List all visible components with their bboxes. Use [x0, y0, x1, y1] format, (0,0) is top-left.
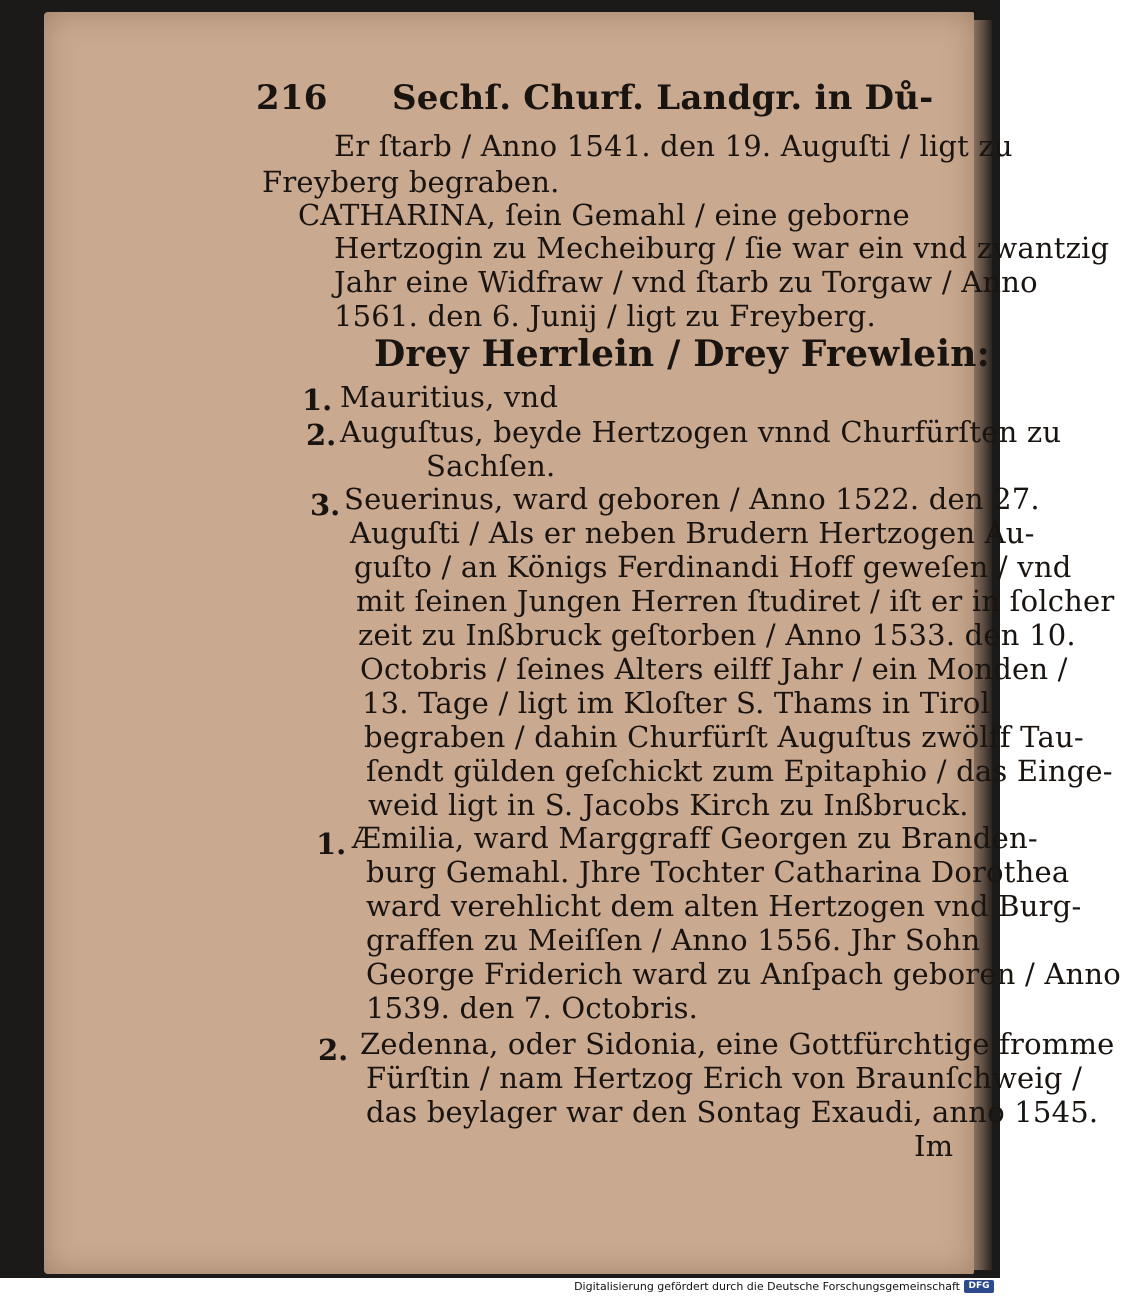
catchword: Im — [914, 1129, 954, 1163]
list-number: 2. — [306, 418, 337, 452]
list-item-text: George Friderich ward zu Anſpach geboren / Anno — [366, 957, 1121, 991]
list-number: 1. — [316, 827, 347, 861]
section-heading: Drey Herrlein / Drey Frewlein: — [374, 333, 991, 375]
list-item-text: Æmilia, ward Marggraff Georgen zu Branden- — [352, 821, 1038, 855]
list-item-text: begraben / dahin Churfürſt Auguſtus zwölff Tau- — [364, 720, 1084, 754]
list-item-text: ſendt gülden geſchickt zum Epitaphio / das Einge- — [366, 754, 1113, 788]
text-line: 1561. den 6. Junij / ligt zu Freyberg. — [334, 299, 876, 333]
text-line: CATHARINA, ſein Gemahl / eine geborne — [298, 198, 910, 232]
text-line: Hertzogin zu Mecheiburg / ſie war ein vnd zwantzig — [334, 231, 1110, 265]
footer-credit: Digitalisierung gefördert durch die Deutsche Forschungsgemeinschaft — [574, 1280, 960, 1293]
text-line: Er ſtarb / Anno 1541. den 19. Auguſti / ligt zu — [334, 129, 1013, 163]
list-item-text: Fürſtin / nam Hertzog Erich von Braunſchweig / — [366, 1061, 1083, 1095]
list-item-text: graffen zu Meiſſen / Anno 1556. Jhr Sohn — [366, 923, 981, 957]
footer-bar — [0, 1278, 1000, 1296]
list-item-text: Auguſtus, beyde Hertzogen vnnd Churfürſten zu — [340, 415, 1062, 449]
list-item-text: 1539. den 7. Octobris. — [366, 991, 699, 1025]
list-item-text: guſto / an Königs Ferdinandi Hoff geweſen / vnd — [354, 550, 1072, 584]
running-head: Sechſ. Churf. Landgr. in Dů- — [392, 78, 934, 118]
list-item-text: zeit zu Inßbruck geſtorben / Anno 1533. den 10. — [358, 618, 1076, 652]
list-item-text: weid ligt in S. Jacobs Kirch zu Inßbruck. — [368, 788, 969, 822]
list-number: 1. — [302, 383, 333, 417]
list-item-text: Auguſti / Als er neben Brudern Hertzogen Au- — [350, 516, 1035, 550]
text-line: Jahr eine Widfraw / vnd ſtarb zu Torgaw / Anno — [334, 265, 1038, 299]
list-item-text: Sachſen. — [426, 449, 556, 483]
list-number: 2. — [318, 1033, 349, 1067]
list-item-text: Octobris / ſeines Alters eilff Jahr / ein Monden / — [360, 652, 1068, 686]
list-number: 3. — [310, 488, 341, 522]
list-item-text: ward verehlicht dem alten Hertzogen vnd Burg- — [366, 889, 1082, 923]
text-line: Freyberg begraben. — [262, 165, 560, 199]
dfg-logo: DFG — [964, 1280, 994, 1293]
list-item-text: mit ſeinen Jungen Herren ſtudiret / iſt er in ſolcher — [356, 584, 1115, 618]
list-item-text: burg Gemahl. Jhre Tochter Catharina Dorothea — [366, 855, 1070, 889]
page-number: 216 — [256, 78, 328, 118]
list-item-text: das beylager war den Sontag Exaudi, anno 1545. — [366, 1095, 1099, 1129]
list-item-text: 13. Tage / ligt im Kloſter S. Thams in Tirol — [362, 686, 991, 720]
list-item-text: Seuerinus, ward geboren / Anno 1522. den 27. — [344, 482, 1040, 516]
list-item-text: Zedenna, oder Sidonia, eine Gottfürchtige fromme — [360, 1027, 1115, 1061]
list-item-text: Mauritius, vnd — [340, 380, 559, 414]
